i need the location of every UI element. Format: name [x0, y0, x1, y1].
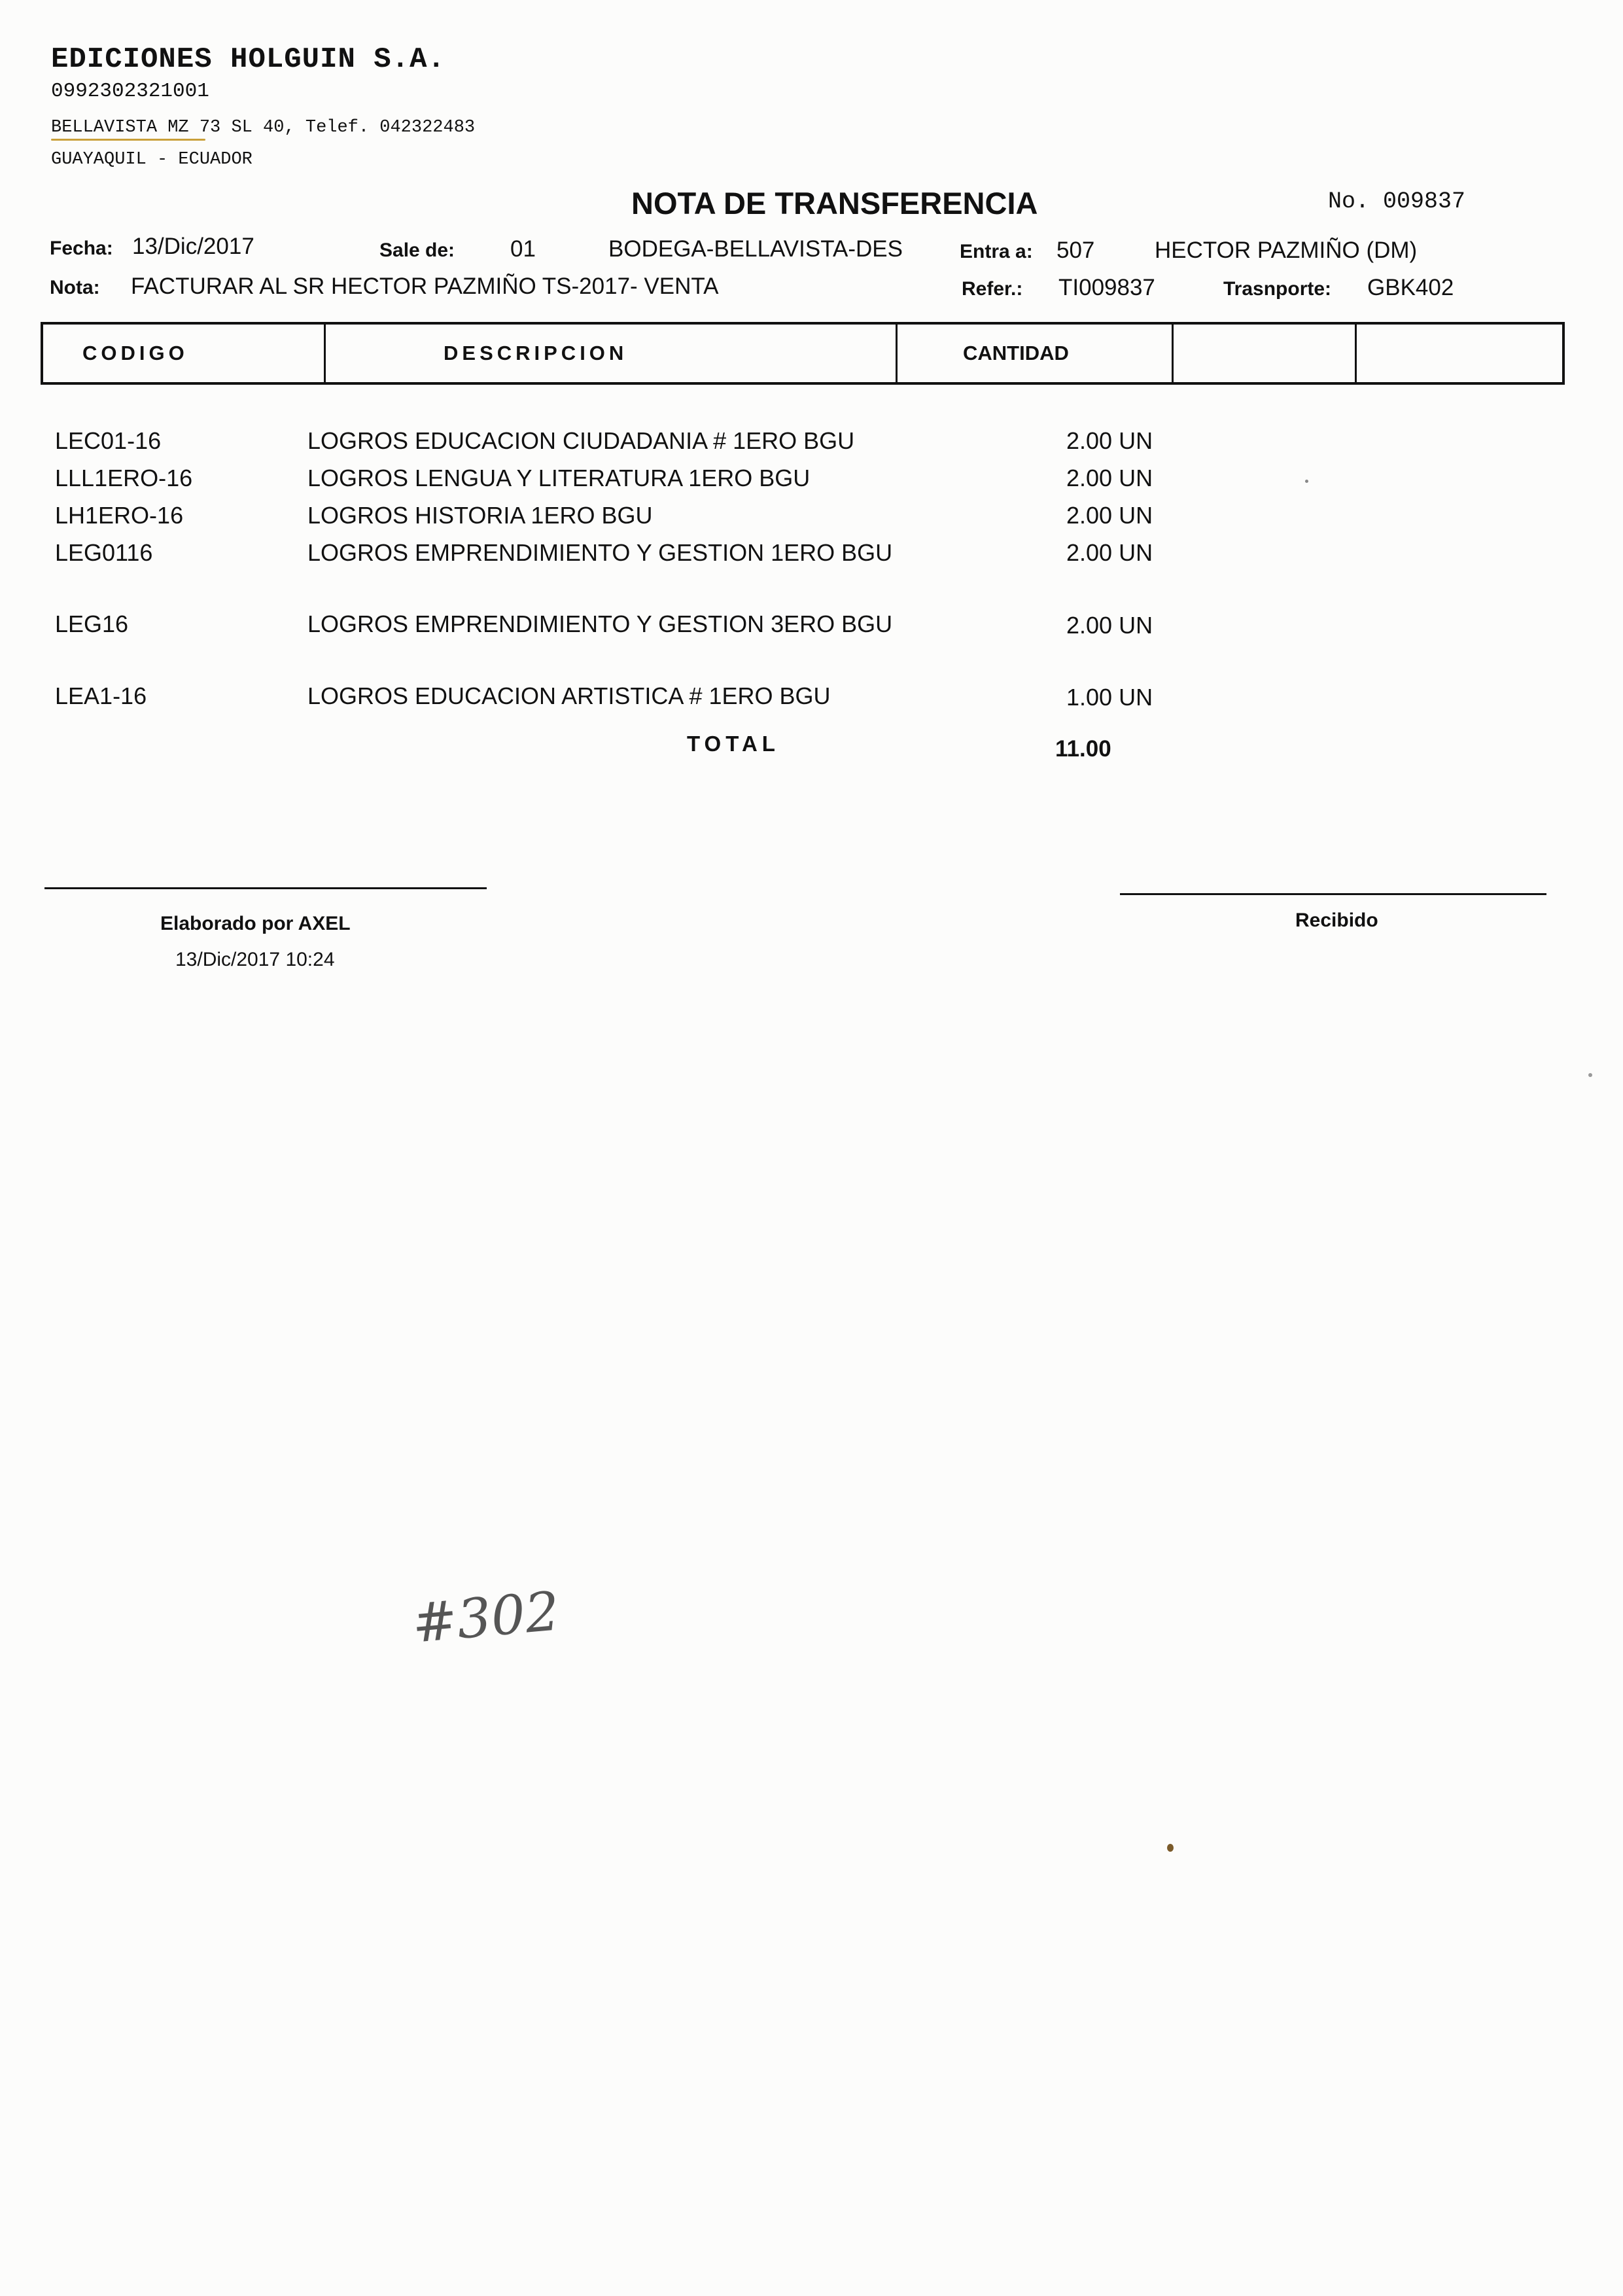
column-empty-1: [1174, 325, 1357, 382]
row-codigo: LH1ERO-16: [55, 502, 184, 529]
row-codigo: LEC01-16: [55, 427, 162, 454]
document-number-value: 009837: [1383, 188, 1466, 215]
column-descripcion: DESCRIPCION: [326, 325, 898, 382]
company-ruc: 0992302321001: [51, 80, 209, 103]
column-cantidad: CANTIDAD: [898, 325, 1174, 382]
column-codigo: CODIGO: [43, 325, 326, 382]
address-underline-mark: [51, 139, 205, 141]
company-name: EDICIONES HOLGUIN S.A.: [51, 43, 445, 76]
items-table-header: [41, 322, 1565, 385]
row-codigo: LEG0116: [55, 539, 153, 566]
scan-speck: [1588, 1073, 1592, 1077]
column-empty-2: [1357, 325, 1562, 382]
row-descripcion: LOGROS EDUCACION ARTISTICA # 1ERO BGU: [307, 682, 831, 709]
nota-value: FACTURAR AL SR HECTOR PAZMIÑO TS-2017- VENTA: [131, 274, 719, 299]
row-cantidad: 2.00 UN: [1066, 612, 1153, 639]
handwritten-note: #302: [410, 1580, 562, 1655]
entra-a-name: HECTOR PAZMIÑO (DM): [1155, 238, 1418, 263]
document-number-label: No.: [1328, 188, 1370, 215]
document-number: [1328, 188, 1465, 215]
fecha-label: Fecha:: [50, 238, 113, 259]
row-cantidad: 2.00 UN: [1066, 502, 1153, 529]
row-codigo: LLL1ERO-16: [55, 465, 193, 491]
refer-label: Refer.:: [962, 278, 1023, 300]
entra-a-code: 507: [1056, 238, 1095, 263]
row-descripcion: LOGROS HISTORIA 1ERO BGU: [307, 502, 653, 529]
nota-label: Nota:: [50, 277, 100, 298]
row-cantidad: 2.00 UN: [1066, 427, 1153, 454]
elaborado-fecha: 13/Dic/2017 10:24: [175, 949, 335, 970]
scan-speck: [1167, 1844, 1174, 1852]
elaborado-signature-line: [44, 887, 487, 889]
recibido-label: Recibido: [1295, 910, 1378, 931]
row-descripcion: LOGROS LENGUA Y LITERATURA 1ERO BGU: [307, 465, 811, 491]
sale-de-name: BODEGA-BELLAVISTA-DES: [608, 236, 903, 262]
row-descripcion: LOGROS EMPRENDIMIENTO Y GESTION 1ERO BGU: [307, 539, 893, 566]
document-title: NOTA DE TRANSFERENCIA: [631, 186, 1038, 221]
recibido-signature-line: [1120, 893, 1546, 895]
transporte-value: GBK402: [1367, 275, 1454, 300]
row-cantidad: 2.00 UN: [1066, 539, 1153, 566]
scan-speck: [1305, 480, 1308, 483]
refer-value: TI009837: [1058, 275, 1155, 300]
company-address: BELLAVISTA MZ 73 SL 40, Telef. 042322483: [51, 118, 476, 137]
total-label: TOTAL: [687, 732, 780, 756]
entra-a-label: Entra a:: [960, 241, 1033, 262]
row-codigo: LEA1-16: [55, 682, 147, 709]
sale-de-code: 01: [510, 236, 536, 262]
row-cantidad: 1.00 UN: [1066, 684, 1153, 711]
elaborado-por: Elaborado por AXEL: [160, 913, 351, 934]
company-city: GUAYAQUIL - ECUADOR: [51, 150, 253, 169]
fecha-value: 13/Dic/2017: [132, 234, 254, 259]
row-descripcion: LOGROS EDUCACION CIUDADANIA # 1ERO BGU: [307, 427, 855, 454]
sale-de-label: Sale de:: [379, 239, 455, 261]
row-descripcion: LOGROS EMPRENDIMIENTO Y GESTION 3ERO BGU: [307, 610, 893, 637]
row-codigo: LEG16: [55, 610, 129, 637]
transporte-label: Trasnporte:: [1223, 278, 1332, 300]
row-cantidad: 2.00 UN: [1066, 465, 1153, 491]
total-value: 11.00: [1055, 736, 1111, 762]
